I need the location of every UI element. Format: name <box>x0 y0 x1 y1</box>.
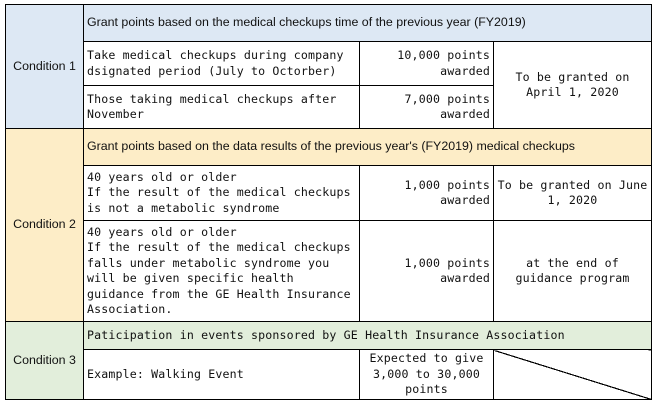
condition-3-header-row <box>6 322 652 350</box>
condition-1-row-1 <box>6 42 652 86</box>
condition-2-row-1 <box>6 166 652 221</box>
condition-1-label: Condition 1 <box>6 5 84 129</box>
condition-2-label: Condition 2 <box>6 129 84 322</box>
condition-2-row-2-points: 1,000 points awarded <box>360 221 494 322</box>
condition-2-row-2-timing: at the end of guidance program <box>494 221 652 322</box>
condition-3-label: Condition 3 <box>6 322 84 400</box>
condition-2-header-row <box>6 129 652 166</box>
points-conditions-table <box>5 4 652 400</box>
condition-2-row-1-description: 40 years old or older If the result of the medical checkups is not a metabolic syndrome <box>84 166 360 221</box>
condition-3-empty-diagonal-cell <box>494 350 652 400</box>
condition-3-header: Paticipation in events sponsored by GE Health Insurance Association <box>84 322 652 350</box>
condition-2-row-2-description: 40 years old or older If the result of the medical checkups falls under metabolic syndrome you will be given specific health guidance from the GE Health Insurance Association. <box>84 221 360 322</box>
points-table-container <box>5 4 652 400</box>
condition-2-row-2 <box>6 221 652 322</box>
condition-2-header: Grant points based on the data results of the previous year's (FY2019) medical checkups <box>84 129 652 166</box>
condition-1-header: Grant points based on the medical checkups time of the previous year (FY2019) <box>84 5 652 42</box>
condition-3-row-1 <box>6 350 652 400</box>
condition-1-row-2-description: Those taking medical checkups after November <box>84 86 360 129</box>
condition-1-row-2-points: 7,000 points awarded <box>360 86 494 129</box>
condition-1-timing: To be granted on April 1, 2020 <box>494 42 652 129</box>
condition-3-row-1-description: Example: Walking Event <box>84 350 360 400</box>
condition-3-row-1-points: Expected to give 3,000 to 30,000 points <box>360 350 494 400</box>
condition-1-row-1-description: Take medical checkups during company dsignated period (July to Octorber) <box>84 42 360 86</box>
condition-1-header-row <box>6 5 652 42</box>
condition-2-row-1-timing: To be granted on June 1, 2020 <box>494 166 652 221</box>
condition-2-row-1-points: 1,000 points awarded <box>360 166 494 221</box>
condition-1-row-1-points: 10,000 points awarded <box>360 42 494 86</box>
